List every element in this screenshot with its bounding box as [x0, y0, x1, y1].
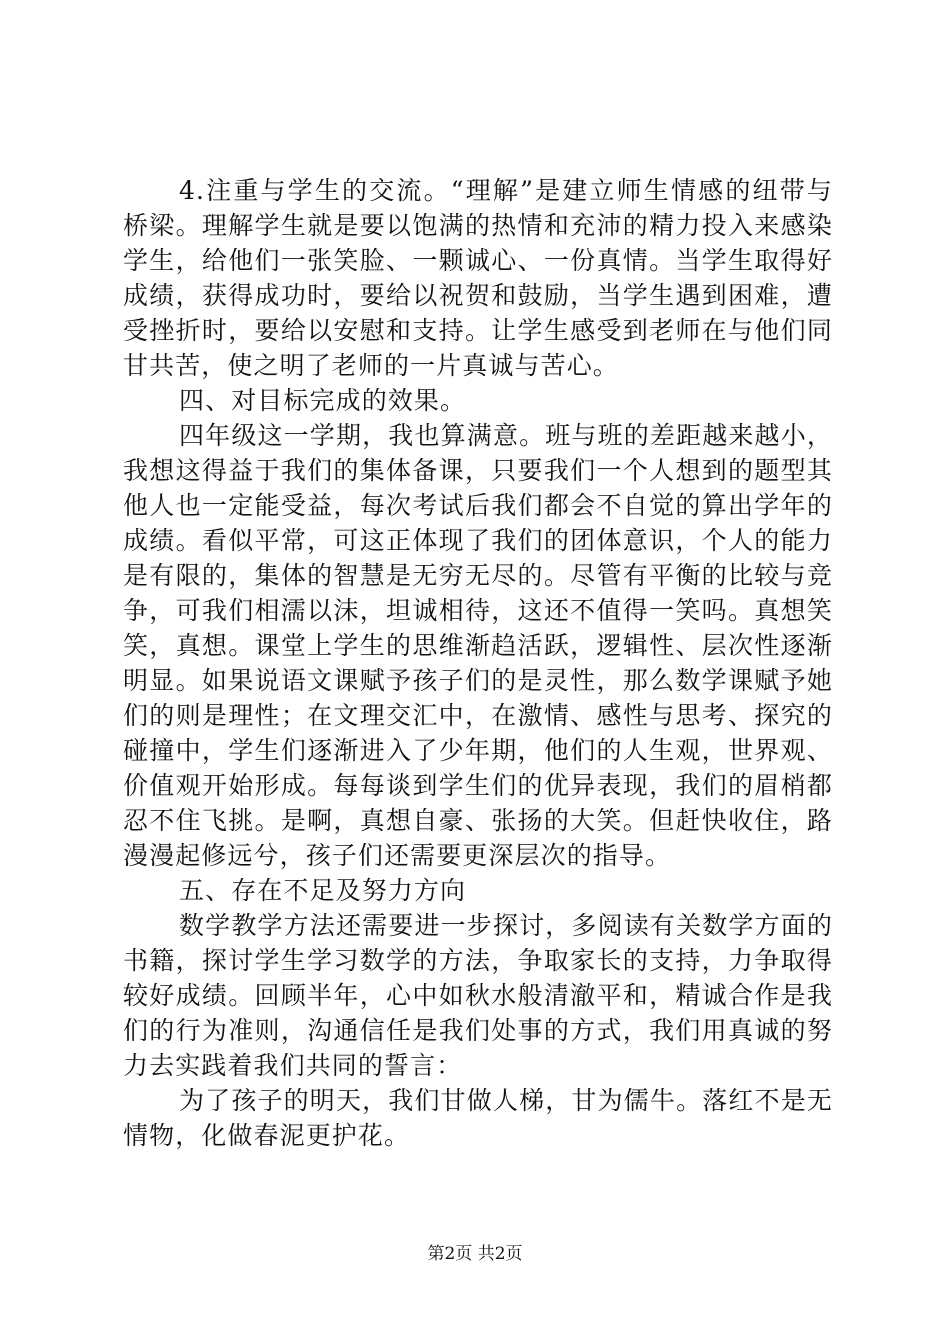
paragraph-grade-four: 四年级这一学期，我也算满意。班与班的差距越来越小，我想这得益于我们的集体备课，只要我们一个人想到的题型其他人也一定能受益，每次考试后我们都会不自觉的算出学年的成绩。看似平常，可这正体现了我们的团体意识，个人的能力是有限的，集体的智慧是无穷无尽的。尽管有平衡的比较与竞争，可我们相濡以沫，坦诚相待，这还不值得一笑吗。真想笑笑，真想。课堂上学生的思维渐趋活跃，逻辑性、层次性逐渐明显。如果说语文课赋予孩子们的是灵性，那么数学课赋予她们的则是理性；在文理交汇中，在激情、感性与思考、探究的碰撞中，学生们逐渐进入了少年期，他们的人生观，世界观、价值观开始形成。每每谈到学生们的优异表现，我们的眉梢都忍不住飞挑。是啊，真想自豪、张扬的大笑。但赶快收住，路漫漫起修远兮，孩子们还需要更深层次的指导。: [123, 421, 833, 870]
page-footer: 第2页 共2页: [427, 1244, 523, 1264]
heading-goal-effect: 四、对目标完成的效果。: [179, 386, 467, 415]
paragraph-closing: 为了孩子的明天，我们甘做人梯，甘为儒牛。落红不是无情物，化做春泥更护花。: [123, 1086, 833, 1150]
paragraph-teaching-methods: 数学教学方法还需要进一步探讨，多阅读有关数学方面的书籍，探讨学生学习数学的方法，争取家长的支持，力争取得较好成绩。回顾半年，心中如秋水般清澈平和，精诚合作是我们的行为准则，沟通信任是我们处事的方式，我们用真诚的努力去实践着我们共同的誓言：: [123, 911, 833, 1080]
paragraph-communication: 4.注重与学生的交流。“理解”是建立师生情感的纽带与桥梁。理解学生就是要以饱满的热情和充沛的精力投入来感染学生，给他们一张笑脸、一颗诚心、一份真情。当学生取得好成绩，获得成功时，要给以祝贺和鼓励，当学生遇到困难，遭受挫折时，要给以安慰和支持。让学生感受到老师在与他们同甘共苦，使之明了老师的一片真诚与苦心。: [123, 176, 833, 380]
heading-shortcomings: 五、存在不足及努力方向: [179, 876, 467, 905]
document-body: [123, 173, 833, 1153]
